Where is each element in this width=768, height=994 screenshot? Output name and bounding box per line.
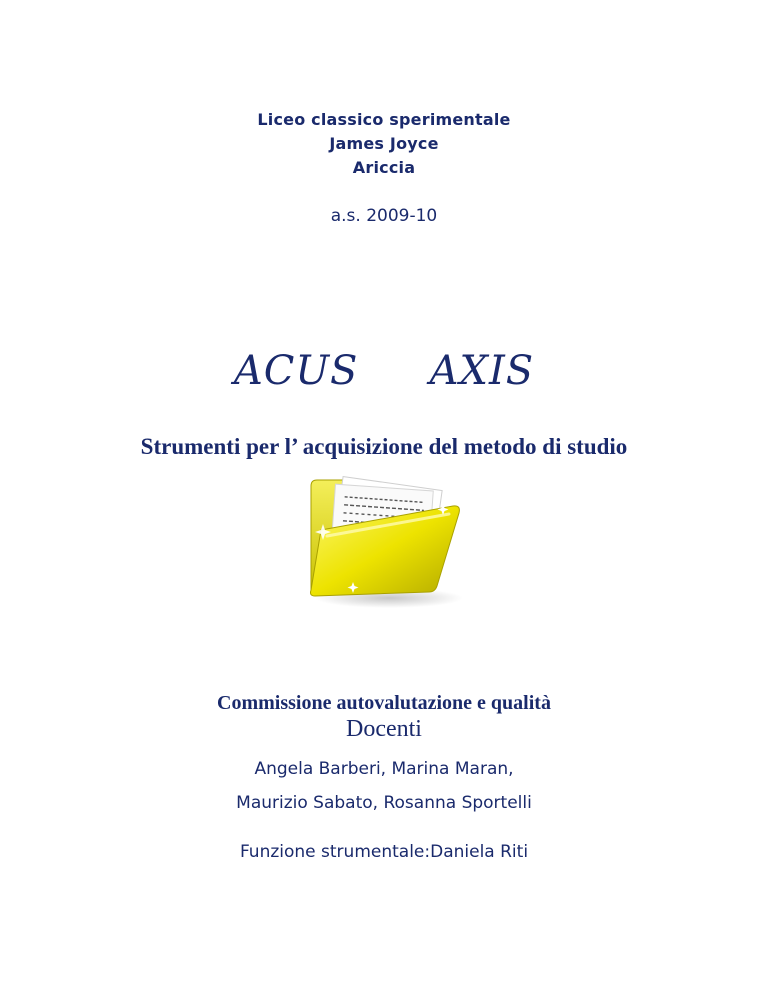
- teacher-names: [0, 752, 768, 820]
- teacher-names-line: Angela Barberi, Marina Maran,: [254, 759, 514, 779]
- school-city: Ariccia: [352, 158, 416, 177]
- school-type: Liceo classico sperimentale: [257, 110, 511, 129]
- school-name: James Joyce: [329, 134, 439, 153]
- teacher-names-line: Maurizio Sabato, Rosanna Sportelli: [236, 793, 532, 813]
- school-header: [0, 108, 768, 180]
- commission-title: Commissione autovalutazione e qualità: [217, 692, 551, 714]
- document-subtitle: Strumenti per l’ acquisizione del metodo di studio: [140, 434, 628, 459]
- docenti-label: Docenti: [346, 716, 422, 742]
- folder-icon: [303, 474, 467, 610]
- document-title: ACUS AXIS: [233, 348, 535, 394]
- academic-year: a.s. 2009-10: [330, 206, 438, 226]
- funzione-strumentale: Funzione strumentale:Daniela Riti: [239, 842, 529, 862]
